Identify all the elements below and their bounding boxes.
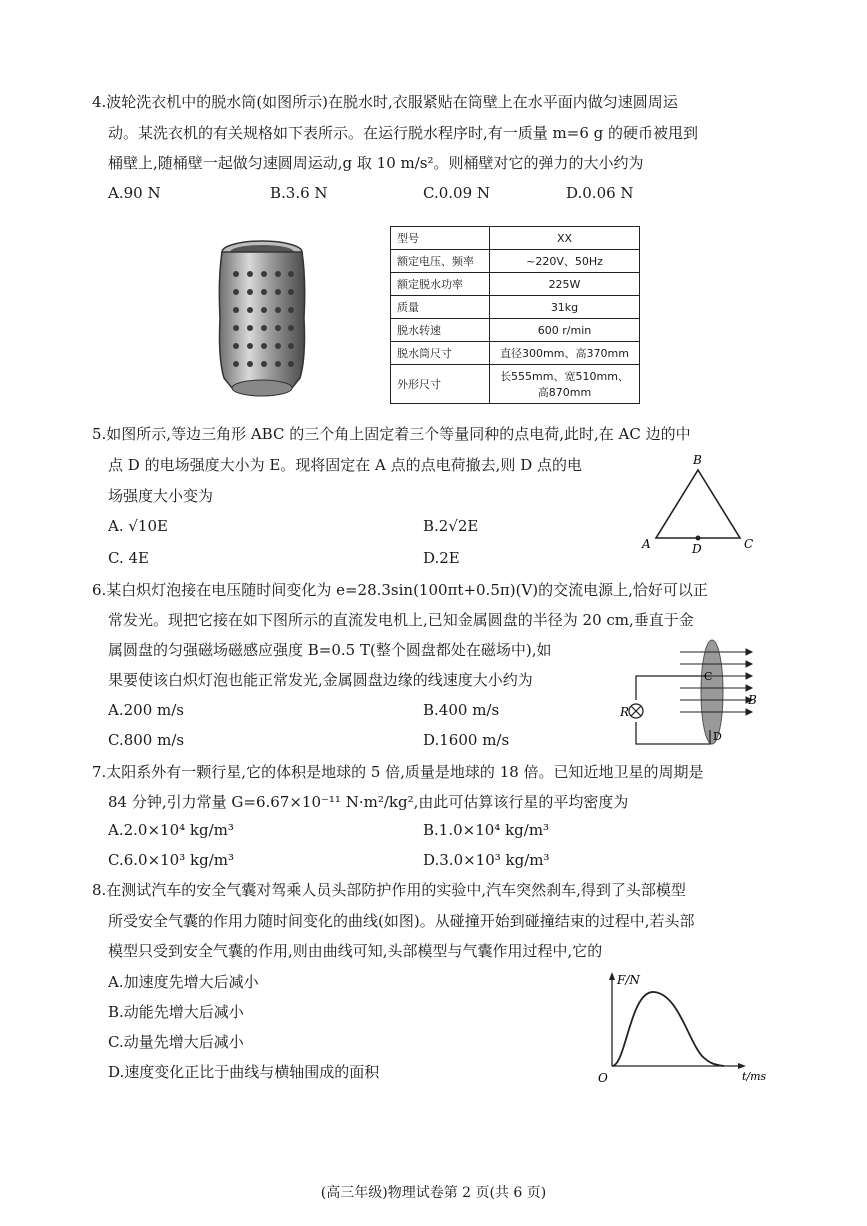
triangle-diagram (636, 452, 766, 562)
spec-key: 外形尺寸 (391, 365, 490, 404)
page-footer: (高三年级)物理试卷第 2 页(共 6 页) (320, 1185, 547, 1201)
q4-option-a: A.90 N (108, 184, 161, 202)
q6-stem-line2: 常发光。现把它接在如下图所示的直流发电机上,已知金属圆盘的半径为 20 cm,垂直于金 (108, 611, 694, 629)
spec-value: 直径300mm、高370mm (490, 342, 640, 365)
label-c: C (744, 537, 754, 551)
q7-option-c: C.6.0×10³ kg/m³ (108, 851, 234, 869)
q4-option-c: C.0.09 N (423, 184, 491, 202)
q4-stem-line2: 动。某洗衣机的有关规格如下表所示。在运行脱水程序时,有一质量 m=6 g 的硬币被甩到 (108, 124, 699, 142)
y-axis-label: F/N (617, 973, 640, 987)
q7-stem-line1: 7.太阳系外有一颗行星,它的体积是地球的 5 倍,质量是地球的 18 倍。已知近地卫星的周期是 (92, 763, 704, 781)
force-time-graph (592, 970, 770, 1086)
q8-stem-line3: 模型只受到安全气囊的作用,则由曲线可知,头部模型与气囊作用过程中,它的 (108, 942, 603, 960)
q7-stem-line2: 84 分钟,引力常量 G=6.67×10⁻¹¹ N·m²/kg²,由此可估算该行星的平均密度为 (108, 793, 629, 811)
spec-key: 脱水筒尺寸 (391, 342, 490, 365)
spin-drum-image (212, 238, 312, 400)
q7-option-d: D.3.0×10³ kg/m³ (423, 851, 550, 869)
q5-stem-line2: 点 D 的电场强度大小为 E。现将固定在 A 点的点电荷撤去,则 D 点的电 (108, 456, 582, 474)
q6-option-c: C.800 m/s (108, 731, 185, 749)
q7-option-a: A.2.0×10⁴ kg/m³ (108, 821, 234, 839)
table-row (391, 273, 640, 296)
label-b: B (748, 693, 757, 707)
q8-stem-line2: 所受安全气囊的作用力随时间变化的曲线(如图)。从碰撞开始到碰撞结束的过程中,若头部 (108, 912, 695, 930)
q8-stem-line1: 8.在测试汽车的安全气囊对驾乘人员头部防护作用的实验中,汽车突然刹车,得到了头部模型 (92, 881, 686, 899)
q5-stem-line1: 5.如图所示,等边三角形 ABC 的三个角上固定着三个等量同种的点电荷,此时,在 AC 边的中 (92, 425, 691, 443)
spec-value: ~220V、50Hz (490, 250, 640, 273)
q8-option-b: B.动能先增大后减小 (108, 1003, 244, 1021)
label-d: D (713, 730, 722, 743)
spec-value: 长555mm、宽510mm、高870mm (490, 365, 640, 404)
q5-option-c: C. 4E (108, 549, 149, 567)
table-row (391, 342, 640, 365)
q5-option-a: A. √10E (108, 517, 168, 535)
q6-option-b: B.400 m/s (423, 701, 500, 719)
q8-option-c: C.动量先增大后减小 (108, 1033, 244, 1051)
q5-option-d: D.2E (423, 549, 460, 567)
q6-option-d: D.1600 m/s (423, 731, 510, 749)
q6-option-a: A.200 m/s (108, 701, 184, 719)
label-c: C (704, 670, 713, 683)
table-row (391, 227, 640, 250)
spec-value: 31kg (490, 296, 640, 319)
spec-value: XX (490, 227, 640, 250)
q6-stem-line1: 6.某白炽灯泡接在电压随时间变化为 e=28.3sin(100πt+0.5π)(V)的交流电源上,恰好可以正 (92, 581, 708, 599)
label-r: R (620, 705, 630, 719)
q7-option-b: B.1.0×10⁴ kg/m³ (423, 821, 550, 839)
table-row (391, 365, 640, 404)
spec-key: 额定脱水功率 (391, 273, 490, 296)
q4-stem-line3: 桶壁上,随桶壁一起做匀速圆周运动,g 取 10 m/s²。则桶壁对它的弹力的大小约为 (108, 154, 644, 172)
q5-option-b: B.2√2E (423, 517, 479, 535)
spec-key: 质量 (391, 296, 490, 319)
spec-key: 型号 (391, 227, 490, 250)
spec-key: 脱水转速 (391, 319, 490, 342)
q4-option-d: D.0.06 N (566, 184, 634, 202)
q6-stem-line3: 属圆盘的匀强磁场磁感应强度 B=0.5 T(整个圆盘都处在磁场中),如 (108, 641, 552, 659)
label-b: B (693, 453, 702, 467)
q4-option-b: B.3.6 N (270, 184, 328, 202)
q5-stem-line3: 场强度大小变为 (108, 487, 214, 505)
q4-stem-line1: 4.波轮洗衣机中的脱水筒(如图所示)在脱水时,衣服紧贴在筒壁上在水平面内做匀速圆周运 (92, 93, 678, 111)
table-row (391, 319, 640, 342)
spec-key: 额定电压、频率 (391, 250, 490, 273)
label-d: D (692, 542, 702, 556)
spec-value: 600 r/min (490, 319, 640, 342)
q8-option-a: A.加速度先增大后减小 (108, 973, 259, 991)
q8-option-d: D.速度变化正比于曲线与横轴围成的面积 (108, 1063, 380, 1081)
table-row (391, 250, 640, 273)
origin-label: O (598, 1071, 608, 1085)
table-row (391, 296, 640, 319)
spec-table (390, 226, 640, 404)
x-axis-label: t/ms (742, 1070, 767, 1083)
spec-value: 225W (490, 273, 640, 296)
generator-circuit-diagram (618, 636, 768, 754)
q6-stem-line4: 果要使该白炽灯泡也能正常发光,金属圆盘边缘的线速度大小约为 (108, 671, 533, 689)
label-a: A (642, 537, 651, 551)
